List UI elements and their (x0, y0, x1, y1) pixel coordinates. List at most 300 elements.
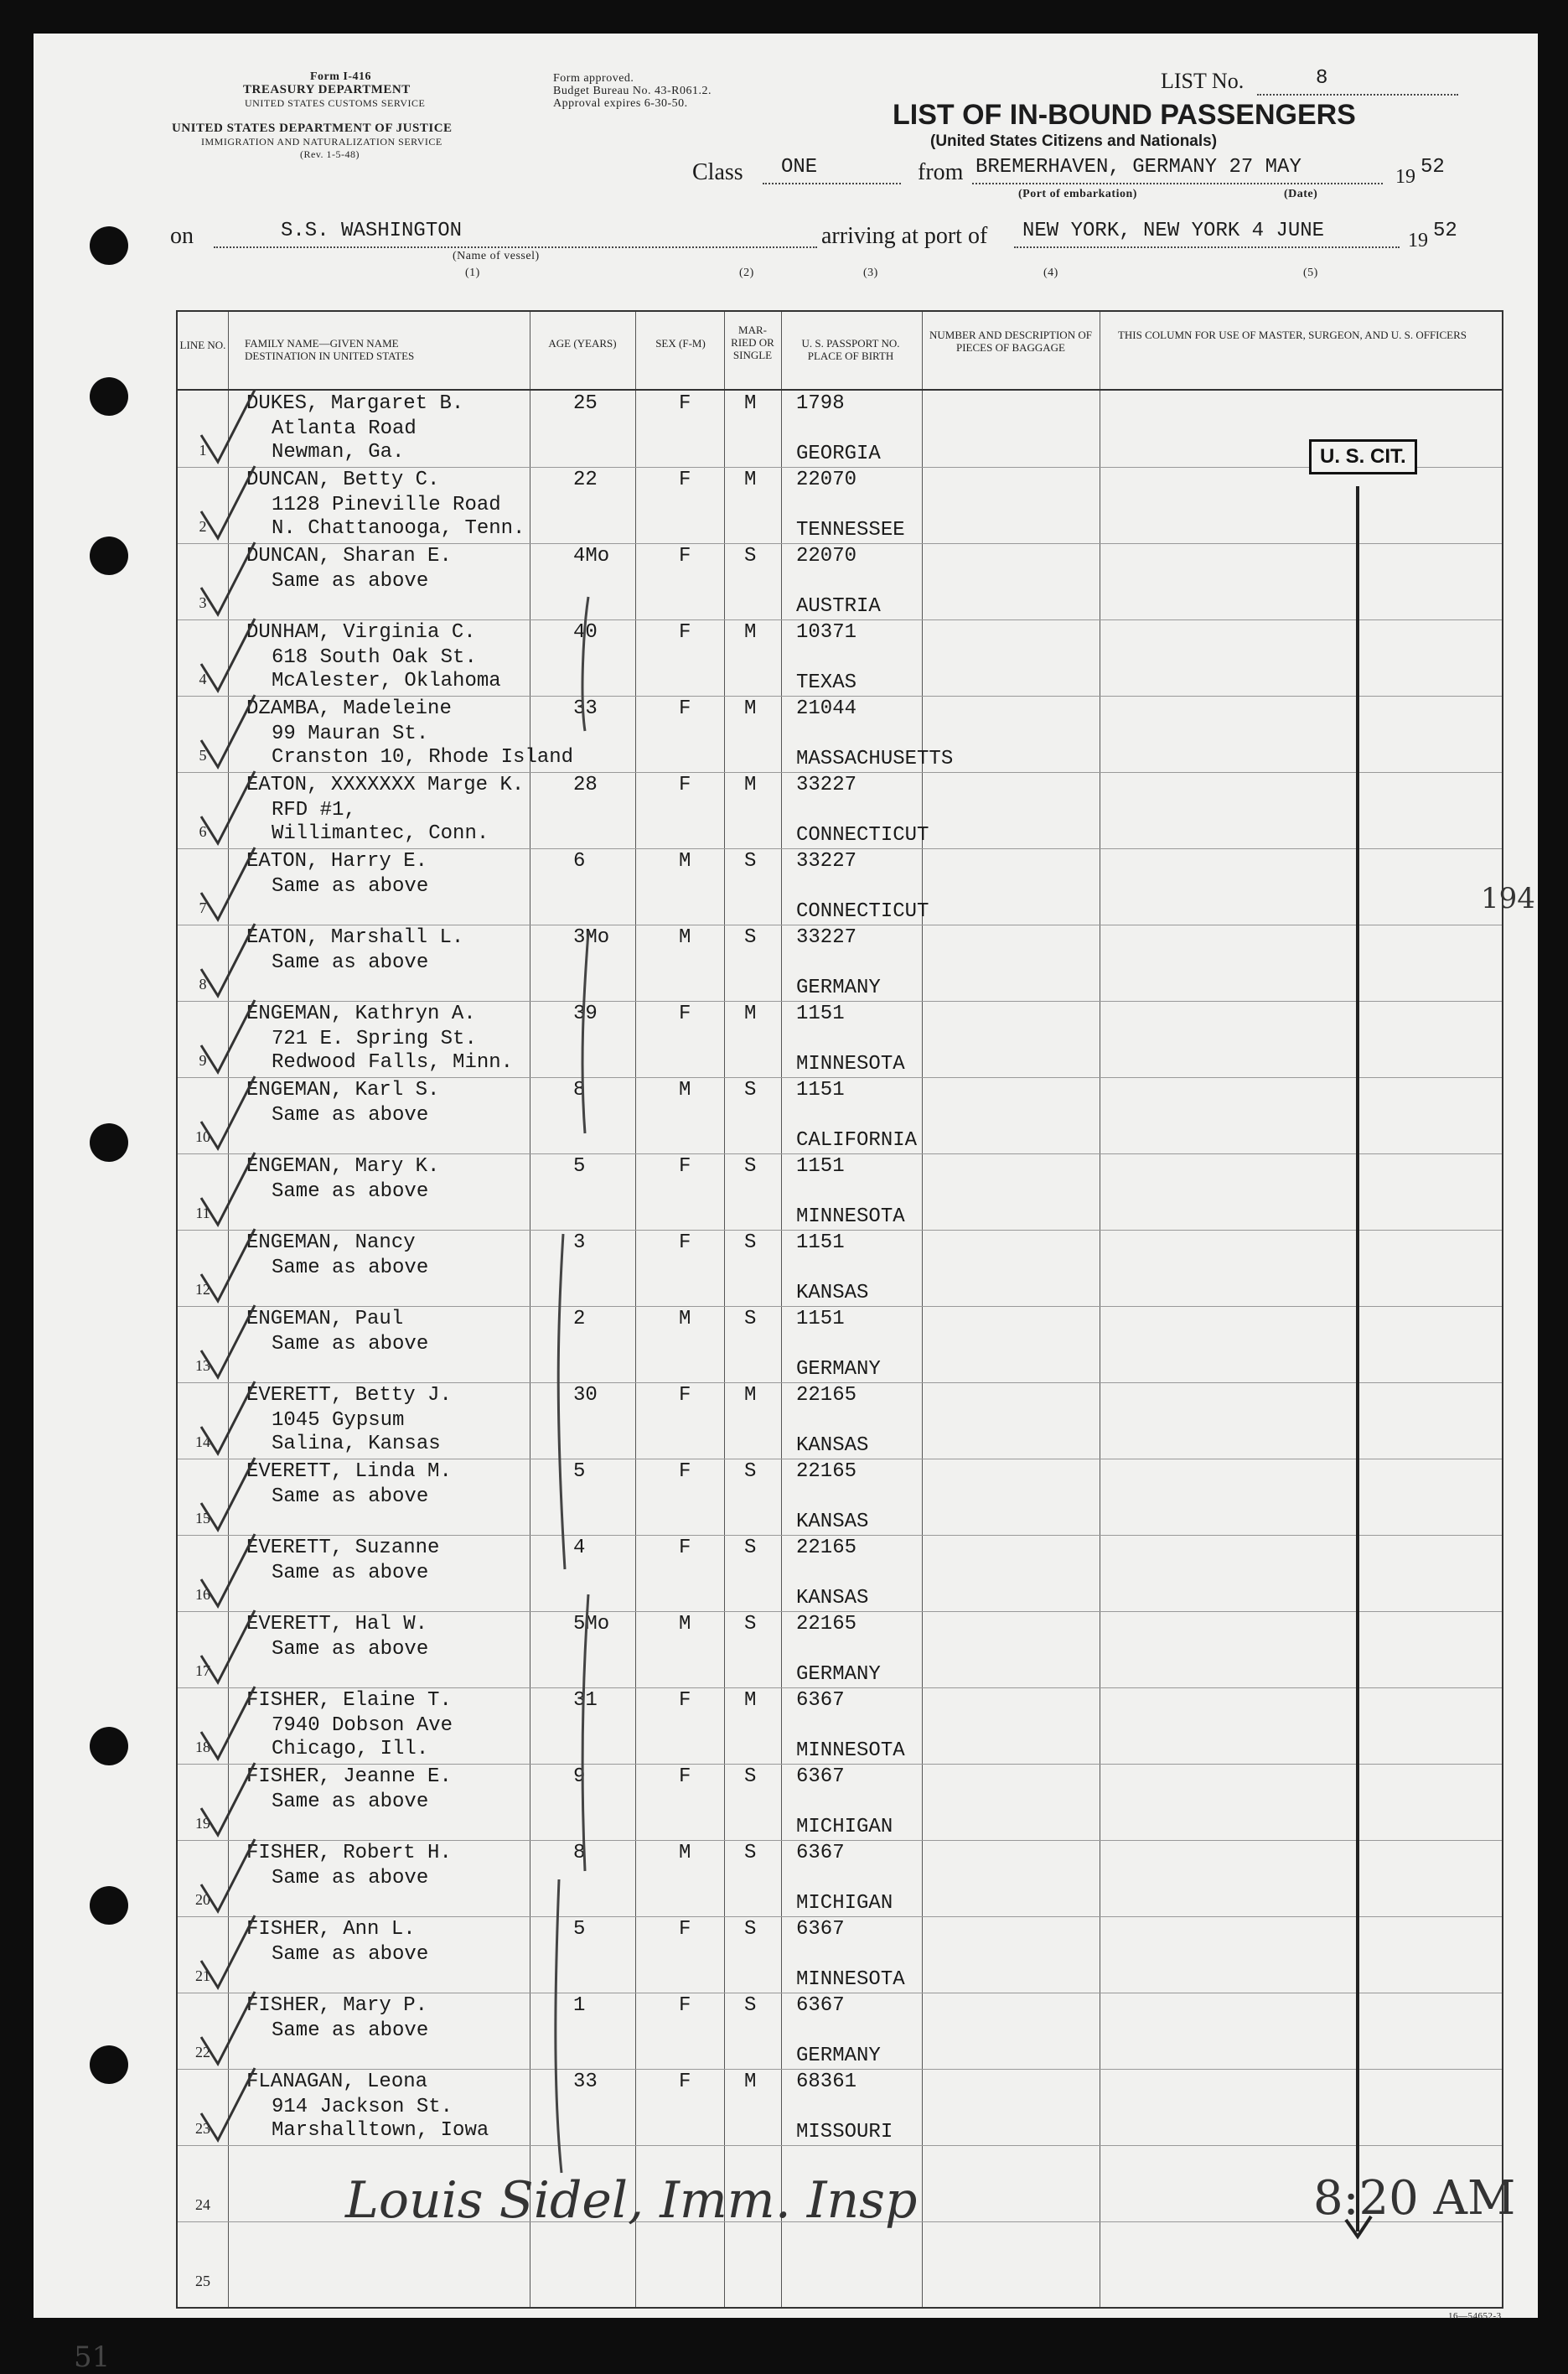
line-number: 22 (195, 2044, 210, 2060)
line-number: 18 (195, 1739, 210, 1755)
line-number: 25 (195, 2273, 210, 2289)
age: 5Mo (573, 1613, 610, 1635)
passport-number: 6367 (796, 1765, 845, 1788)
age: 5 (573, 1155, 586, 1178)
col-head-name: FAMILY NAME—GIVEN NAME DESTINATION IN UNITED STATES (245, 337, 415, 362)
table-row (178, 1917, 1502, 1993)
passenger-name: EATON, Marshall L. (246, 926, 464, 949)
passenger-table (176, 310, 1535, 2309)
passenger-name: ENGEMAN, Kathryn A. (246, 1003, 476, 1025)
line-number: 14 (195, 1433, 210, 1450)
line-number: 20 (195, 1891, 210, 1908)
place-of-birth: GERMANY (796, 1358, 881, 1381)
check-mark-icon (194, 768, 261, 852)
passenger-name: FISHER, Mary P. (246, 1994, 428, 2017)
line-number: 23 (195, 2120, 210, 2137)
place-of-birth: MINNESOTA (796, 1053, 905, 1076)
marital-status: M (744, 392, 757, 415)
line-number: 7 (199, 899, 207, 916)
punch-hole (90, 2045, 128, 2084)
passenger-name: FISHER, Elaine T. (246, 1689, 452, 1712)
justice-dept: UNITED STATES DEPARTMENT OF JUSTICE (172, 122, 453, 135)
place-of-birth: KANSAS (796, 1282, 869, 1304)
sex: M (679, 926, 691, 949)
col-number-2: (2) (739, 267, 754, 279)
sex: F (679, 697, 691, 720)
col-number-3: (3) (863, 267, 878, 279)
address-line-1: 721 E. Spring St. (272, 1028, 477, 1050)
passenger-name: FISHER, Jeanne E. (246, 1765, 452, 1788)
line-number: 6 (199, 823, 207, 840)
manifest-page (34, 34, 1538, 2374)
passport-number: 33227 (796, 850, 857, 873)
address-line-2: Marshalltown, Iowa (272, 2119, 489, 2142)
class-value: ONE (781, 156, 818, 179)
passenger-name: FISHER, Ann L. (246, 1918, 416, 1941)
place-of-birth: GERMANY (796, 977, 881, 999)
marital-status: M (744, 697, 757, 720)
age: 39 (573, 1003, 598, 1025)
marital-status: S (744, 1765, 757, 1788)
passport-number: 1151 (796, 1003, 845, 1025)
sex: F (679, 1460, 691, 1483)
year-prefix: 19 (1395, 166, 1415, 188)
marital-status: S (744, 850, 757, 873)
col-number-5: (5) (1303, 267, 1318, 279)
line-number: 9 (199, 1052, 207, 1069)
place-of-birth: MICHIGAN (796, 1816, 893, 1838)
check-mark-icon (194, 1760, 261, 1843)
check-mark-icon (194, 997, 261, 1081)
sex: M (679, 1613, 691, 1635)
sex: M (679, 1842, 691, 1864)
line-number: 5 (199, 747, 207, 764)
table-row (178, 544, 1502, 620)
margin-note: 194 (1481, 882, 1535, 915)
check-mark-icon (194, 1454, 261, 1538)
passport-number: 21044 (796, 697, 857, 720)
place-of-birth: MINNESOTA (796, 1205, 905, 1228)
sex: F (679, 1155, 691, 1178)
vessel-line (214, 246, 817, 248)
passport-number: 6367 (796, 1994, 845, 2017)
sex: M (679, 1079, 691, 1101)
passenger-name: DZAMBA, Madeleine (246, 697, 452, 720)
passport-number: 6367 (796, 1689, 845, 1712)
line-number: 19 (195, 1815, 210, 1832)
sex: F (679, 774, 691, 796)
age: 9 (573, 1765, 586, 1788)
from-label: from (918, 159, 964, 185)
marital-status: S (744, 1308, 757, 1330)
check-mark-icon (194, 463, 261, 547)
sex: F (679, 392, 691, 415)
age: 3Mo (573, 926, 610, 949)
port-caption: (Port of embarkation) (1018, 188, 1137, 200)
table-row (178, 697, 1502, 773)
table-row (178, 1459, 1502, 1536)
passenger-name: DUNHAM, Virginia C. (246, 621, 476, 644)
arrival-line (1014, 246, 1400, 248)
check-mark-icon (194, 1073, 261, 1157)
check-mark-icon (194, 1836, 261, 1920)
year-value: 52 (1421, 156, 1445, 179)
table-row (178, 1307, 1502, 1383)
line-number: 24 (195, 2196, 210, 2213)
page-title: LIST OF IN-BOUND PASSENGERS (893, 99, 1356, 131)
address-line-1: Same as above (272, 1180, 429, 1203)
place-of-birth: KANSAS (796, 1434, 869, 1457)
list-no-line (1257, 94, 1458, 96)
col-number-1: (1) (465, 267, 480, 279)
passport-number: 22165 (796, 1384, 857, 1407)
line-number: 1 (199, 442, 207, 459)
passport-number: 1151 (796, 1308, 845, 1330)
passport-number: 1151 (796, 1079, 845, 1101)
sex: F (679, 1231, 691, 1254)
treasury-dept: TREASURY DEPARTMENT (243, 83, 411, 96)
table-row (178, 1612, 1502, 1688)
place-of-birth: MICHIGAN (796, 1892, 893, 1915)
sex: F (679, 621, 691, 644)
place-of-birth: GERMANY (796, 2045, 881, 2067)
marital-status: S (744, 1155, 757, 1178)
passenger-name: EVERETT, Suzanne (246, 1537, 440, 1559)
line-number: 16 (195, 1586, 210, 1603)
passport-number: 1798 (796, 392, 845, 415)
page-subtitle: (United States Citizens and Nationals) (930, 132, 1218, 150)
place-of-birth: MASSACHUSETTS (796, 748, 954, 770)
passenger-name: ENGEMAN, Nancy (246, 1231, 416, 1254)
passport-number: 22165 (796, 1537, 857, 1559)
passenger-name: DUKES, Margaret B. (246, 392, 464, 415)
address-line-2: Cranston 10, Rhode Island (272, 746, 574, 769)
line-number: 4 (199, 671, 207, 687)
passport-number: 22070 (796, 545, 857, 568)
address-line-1: Same as above (272, 570, 429, 593)
line-number: 2 (199, 518, 207, 535)
ditto-arrow (1334, 479, 1401, 2248)
arrival-port: NEW YORK, NEW YORK 4 JUNE (1022, 220, 1325, 242)
sex: F (679, 1384, 691, 1407)
punch-hole (90, 1886, 128, 1925)
marital-status: S (744, 1460, 757, 1483)
passport-number: 68361 (796, 2071, 857, 2093)
address-line-2: Willimantec, Conn. (272, 822, 489, 845)
table-row (178, 773, 1502, 849)
passenger-name: EVERETT, Betty J. (246, 1384, 452, 1407)
approval-expires: Approval expires 6-30-50. (553, 97, 688, 110)
address-line-1: 99 Mauran St. (272, 723, 429, 745)
sex: M (679, 1308, 691, 1330)
age: 33 (573, 2071, 598, 2093)
marital-status: S (744, 1842, 757, 1864)
address-line-2: Salina, Kansas (272, 1433, 441, 1455)
passport-number: 10371 (796, 621, 857, 644)
place-of-birth: GEORGIA (796, 443, 881, 465)
col-head-passport: U. S. PASSPORT NO. PLACE OF BIRTH (801, 337, 900, 362)
check-mark-icon (194, 1988, 261, 2072)
address-line-2: Newman, Ga. (272, 441, 405, 464)
marital-status: M (744, 1689, 757, 1712)
from-line (972, 183, 1383, 184)
age: 28 (573, 774, 598, 796)
table-row (178, 468, 1502, 544)
age: 8 (573, 1079, 586, 1101)
table-row (178, 2222, 1502, 2299)
passenger-name: ENGEMAN, Mary K. (246, 1155, 440, 1178)
age: 1 (573, 1994, 586, 2017)
col-head-sex: SEX (F-M) (655, 337, 706, 350)
marital-status: S (744, 1079, 757, 1101)
inspector-signature: Louis Sidel, Imm. Insp (345, 2171, 918, 2230)
marital-status: S (744, 1918, 757, 1941)
marital-status: M (744, 774, 757, 796)
address-line-1: Same as above (272, 1943, 429, 1966)
address-line-1: Same as above (272, 1257, 429, 1279)
check-mark-icon (194, 692, 261, 775)
line-number: 21 (195, 1967, 210, 1984)
address-line-1: Same as above (272, 1791, 429, 1813)
marital-status: S (744, 1613, 757, 1635)
punch-hole (90, 377, 128, 416)
passenger-name: FLANAGAN, Leona (246, 2071, 428, 2093)
address-line-2: N. Chattanooga, Tenn. (272, 517, 525, 540)
passenger-name: ENGEMAN, Paul (246, 1308, 404, 1330)
year-value-2: 52 (1433, 220, 1457, 242)
marital-status: S (744, 1994, 757, 2017)
age: 25 (573, 392, 598, 415)
table-row (178, 1841, 1502, 1917)
check-mark-icon (194, 539, 261, 623)
place-of-birth: CALIFORNIA (796, 1129, 918, 1152)
check-mark-icon (194, 1149, 261, 1233)
address-line-1: Same as above (272, 1333, 429, 1355)
sex: F (679, 1689, 691, 1712)
address-line-2: McAlester, Oklahoma (272, 670, 501, 692)
table-row (178, 1002, 1502, 1078)
on-label: on (170, 223, 194, 249)
place-of-birth: MISSOURI (796, 2121, 893, 2143)
marital-status: M (744, 469, 757, 491)
age: 5 (573, 1918, 586, 1941)
list-no-value: 8 (1316, 67, 1328, 90)
address-line-1: Same as above (272, 1867, 429, 1889)
footer-code: 16—54652-3 (1448, 2311, 1502, 2321)
form-approved: Form approved. (553, 72, 634, 85)
passport-number: 22165 (796, 1613, 857, 1635)
age: 33 (573, 697, 598, 720)
address-line-1: RFD #1, (272, 799, 356, 822)
customs-service: UNITED STATES CUSTOMS SERVICE (245, 97, 426, 109)
passport-number: 22165 (796, 1460, 857, 1483)
age: 40 (573, 621, 598, 644)
table-row (178, 1688, 1502, 1765)
age: 4Mo (573, 545, 610, 568)
check-mark-icon (194, 1912, 261, 1996)
address-line-1: Same as above (272, 1485, 429, 1508)
table-row (178, 1231, 1502, 1307)
address-line-1: 618 South Oak St. (272, 646, 477, 669)
budget-bureau: Budget Bureau No. 43-R061.2. (553, 85, 712, 97)
form-number: Form I-416 (310, 70, 372, 83)
marital-status: M (744, 621, 757, 644)
marital-status: S (744, 545, 757, 568)
check-mark-icon (194, 386, 261, 470)
table-row (178, 391, 1502, 468)
line-number: 17 (195, 1662, 210, 1679)
sex: M (679, 850, 691, 873)
col-head-age: AGE (YEARS) (548, 337, 617, 350)
punch-hole (90, 1727, 128, 1765)
age: 5 (573, 1460, 586, 1483)
corner-note: 51 (74, 2340, 111, 2374)
table-row (178, 1536, 1502, 1612)
passport-number: 33227 (796, 774, 857, 796)
place-of-birth: CONNECTICUT (796, 900, 929, 923)
revision: (Rev. 1-5-48) (300, 148, 360, 160)
passenger-name: ENGEMAN, Karl S. (246, 1079, 440, 1101)
address-line-2: Redwood Falls, Minn. (272, 1051, 514, 1074)
passport-number: 1151 (796, 1155, 845, 1178)
address-line-1: Same as above (272, 1104, 429, 1127)
passport-number: 22070 (796, 469, 857, 491)
sex: F (679, 2071, 691, 2093)
marital-status: S (744, 1537, 757, 1559)
address-line-1: Same as above (272, 2019, 429, 2042)
bracket-marks (546, 479, 613, 2240)
col-head-baggage: NUMBER AND DESCRIPTION OF PIECES OF BAGGAGE (929, 329, 1092, 354)
passenger-name: EVERETT, Hal W. (246, 1613, 428, 1635)
line-number: 13 (195, 1357, 210, 1374)
table-row (178, 1154, 1502, 1231)
passport-number: 6367 (796, 1842, 845, 1864)
place-of-birth: TENNESSEE (796, 519, 905, 542)
us-citizen-stamp: U. S. CIT. (1309, 439, 1417, 474)
inspection-time: 8:20 AM (1313, 2171, 1516, 2226)
check-mark-icon (194, 1226, 261, 1309)
col-head-officers: THIS COLUMN FOR USE OF MASTER, SURGEON, AND U. S. OFFICERS (1117, 329, 1467, 341)
table-row (178, 1765, 1502, 1841)
col-number-4: (4) (1043, 267, 1058, 279)
age: 3 (573, 1231, 586, 1254)
check-mark-icon (194, 1683, 261, 1767)
from-value: BREMERHAVEN, GERMANY 27 MAY (975, 156, 1301, 179)
address-line-2: Chicago, Ill. (272, 1738, 429, 1760)
class-line (763, 183, 901, 184)
passenger-name: EVERETT, Linda M. (246, 1460, 452, 1483)
check-mark-icon (194, 1378, 261, 1462)
punch-hole (90, 226, 128, 265)
age: 8 (573, 1842, 586, 1864)
age: 6 (573, 850, 586, 873)
table-row (178, 1383, 1502, 1459)
table-row (178, 1078, 1502, 1154)
line-number: 11 (195, 1205, 210, 1221)
age: 30 (573, 1384, 598, 1407)
address-line-1: 1045 Gypsum (272, 1409, 405, 1432)
col-head-married: MAR-RIED OR SINGLE (731, 324, 774, 361)
age: 22 (573, 469, 598, 491)
place-of-birth: GERMANY (796, 1663, 881, 1686)
place-of-birth: AUSTRIA (796, 595, 881, 618)
address-line-1: 1128 Pineville Road (272, 494, 501, 516)
place-of-birth: KANSAS (796, 1511, 869, 1533)
passenger-name: EATON, XXXXXXX Marge K. (246, 774, 525, 796)
age: 2 (573, 1308, 586, 1330)
year-prefix-2: 19 (1408, 230, 1428, 251)
arriving-label: arriving at port of (821, 223, 988, 249)
table-row (178, 620, 1502, 697)
sex: F (679, 1765, 691, 1788)
passport-number: 33227 (796, 926, 857, 949)
passport-number: 1151 (796, 1231, 845, 1254)
passenger-name: EATON, Harry E. (246, 850, 428, 873)
check-mark-icon (194, 2065, 261, 2149)
table-row (178, 2070, 1502, 2146)
address-line-1: Same as above (272, 875, 429, 898)
check-mark-icon (194, 1531, 261, 1615)
class-label: Class (692, 159, 743, 185)
place-of-birth: CONNECTICUT (796, 824, 929, 847)
place-of-birth: KANSAS (796, 1587, 869, 1609)
table-row (178, 925, 1502, 1002)
col-head-line: LINE NO. (179, 339, 226, 351)
marital-status: M (744, 1384, 757, 1407)
sex: F (679, 1537, 691, 1559)
marital-status: S (744, 1231, 757, 1254)
check-mark-icon (194, 615, 261, 699)
place-of-birth: MINNESOTA (796, 1968, 905, 1991)
address-line-1: Atlanta Road (272, 417, 417, 440)
address-line-1: 7940 Dobson Ave (272, 1714, 453, 1737)
address-line-1: Same as above (272, 951, 429, 974)
marital-status: M (744, 1003, 757, 1025)
sex: F (679, 1994, 691, 2017)
line-number: 3 (199, 594, 207, 611)
punch-hole (90, 536, 128, 575)
list-no-label: LIST No. (1161, 69, 1245, 93)
marital-status: S (744, 926, 757, 949)
vessel-caption: (Name of vessel) (453, 250, 540, 262)
address-line-1: Same as above (272, 1562, 429, 1584)
line-number: 8 (199, 976, 207, 993)
sex: F (679, 1003, 691, 1025)
vessel-name: S.S. WASHINGTON (281, 220, 463, 242)
passenger-name: FISHER, Robert H. (246, 1842, 452, 1864)
line-number: 12 (195, 1281, 210, 1298)
punch-hole (90, 1123, 128, 1162)
passport-number: 6367 (796, 1918, 845, 1941)
check-mark-icon (194, 1302, 261, 1386)
place-of-birth: TEXAS (796, 671, 857, 694)
line-number: 15 (195, 1510, 210, 1527)
table-row (178, 849, 1502, 925)
address-line-1: Same as above (272, 1638, 429, 1661)
place-of-birth: MINNESOTA (796, 1739, 905, 1762)
ins-service: IMMIGRATION AND NATURALIZATION SERVICE (201, 136, 442, 148)
sex: F (679, 545, 691, 568)
address-line-1: 914 Jackson St. (272, 2096, 453, 2118)
passenger-name: DUNCAN, Sharan E. (246, 545, 452, 568)
check-mark-icon (194, 1607, 261, 1691)
passenger-name: DUNCAN, Betty C. (246, 469, 440, 491)
age: 4 (573, 1537, 586, 1559)
sex: F (679, 469, 691, 491)
check-mark-icon (194, 920, 261, 1004)
table-row (178, 1993, 1502, 2070)
sex: F (679, 1918, 691, 1941)
